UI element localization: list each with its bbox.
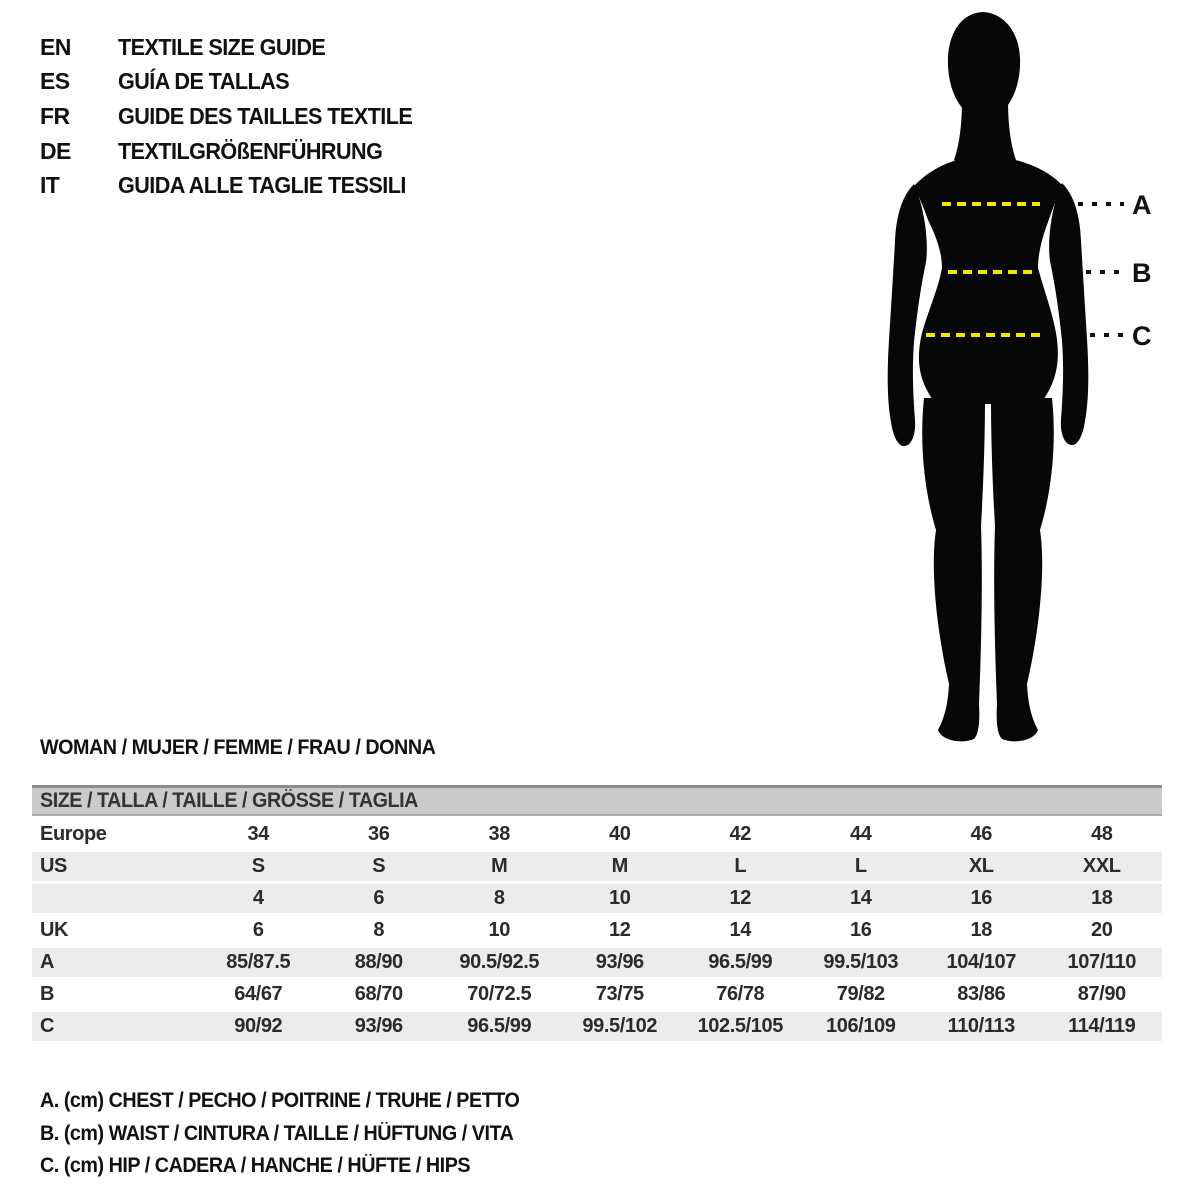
table-cell: 8	[493, 887, 505, 909]
table-cell: 14	[850, 887, 872, 909]
marker-a-label: A	[1132, 190, 1152, 220]
table-cell: XL	[968, 855, 994, 877]
table-cell: 110/113	[947, 1015, 1015, 1037]
legend-row-hip	[40, 1150, 550, 1183]
marker-c-label: C	[1132, 321, 1152, 351]
table-cell: 104/107	[946, 951, 1016, 973]
size-table	[32, 785, 1162, 1044]
guide-title-de: TEXTILGRÖßENFÜHRUNG	[118, 137, 383, 164]
guide-title-fr: GUIDE DES TAILLES TEXTILE	[118, 102, 413, 129]
table-cell: L	[734, 855, 747, 877]
language-row-en	[40, 30, 431, 65]
guide-title-en: TEXTILE SIZE GUIDE	[118, 33, 326, 60]
table-row	[32, 884, 1162, 913]
table-row	[32, 980, 1162, 1009]
table-cell: S	[372, 855, 386, 877]
table-cell: XXL	[1082, 855, 1121, 877]
table-cell: 93/96	[354, 1015, 403, 1037]
language-code: IT	[40, 172, 60, 199]
table-cell: 96.5/99	[467, 1015, 532, 1037]
table-row	[32, 1012, 1162, 1041]
table-cell: 16	[850, 919, 872, 941]
table-cell: 36	[368, 823, 390, 845]
table-cell: 18	[970, 919, 992, 941]
table-cell: 87/90	[1077, 983, 1126, 1005]
language-code: ES	[40, 68, 70, 95]
legend-row-waist	[40, 1118, 550, 1151]
woman-measurement-figure	[850, 0, 1200, 760]
table-row-label: B	[40, 983, 55, 1005]
language-code: FR	[40, 102, 70, 129]
table-cell: 4	[252, 887, 264, 909]
table-cell: 83/86	[957, 983, 1006, 1005]
table-row	[32, 916, 1162, 945]
table-cell: 46	[970, 823, 992, 845]
table-cell: 99.5/102	[582, 1015, 658, 1037]
language-row-fr	[40, 99, 431, 134]
right-leg-silhouette	[991, 398, 1054, 741]
table-cell: 10	[488, 919, 510, 941]
language-row-es	[40, 65, 431, 100]
table-cell: 88/90	[354, 951, 403, 973]
table-cell: 96.5/99	[708, 951, 773, 973]
table-row-label: US	[40, 855, 67, 877]
size-table-body	[32, 820, 1162, 1041]
table-cell: 90.5/92.5	[459, 951, 540, 973]
language-row-it	[40, 168, 431, 203]
table-cell: 38	[488, 823, 510, 845]
table-cell: 10	[609, 887, 631, 909]
table-cell: 16	[970, 887, 992, 909]
legend-chest-text: A. (cm) CHEST / PECHO / POITRINE / TRUHE / PETTO	[40, 1089, 520, 1113]
table-cell: L	[854, 855, 867, 877]
table-row	[32, 820, 1162, 849]
woman-silhouette	[888, 12, 1089, 741]
table-cell: M	[611, 855, 628, 877]
table-cell: 99.5/103	[823, 951, 899, 973]
table-cell: 73/75	[595, 983, 644, 1005]
table-row-label: UK	[40, 919, 69, 941]
language-title-list	[40, 30, 431, 203]
table-cell: 6	[373, 887, 385, 909]
guide-title-it: GUIDA ALLE TAGLIE TESSILI	[118, 172, 406, 199]
table-cell: 79/82	[836, 983, 885, 1005]
table-cell: 76/78	[716, 983, 765, 1005]
table-cell: S	[251, 855, 265, 877]
table-cell: 70/72.5	[467, 983, 532, 1005]
table-cell: 34	[247, 823, 269, 845]
measurement-legend	[40, 1085, 550, 1183]
table-row	[32, 852, 1162, 881]
language-row-de	[40, 134, 431, 169]
table-cell: 8	[373, 919, 385, 941]
table-cell: 68/70	[354, 983, 403, 1005]
table-cell: 18	[1091, 887, 1113, 909]
table-cell: 64/67	[234, 983, 283, 1005]
table-cell: 12	[609, 919, 631, 941]
table-row-label: Europe	[40, 823, 107, 845]
language-code: DE	[40, 137, 71, 164]
table-cell: 114/119	[1068, 1015, 1136, 1037]
torso-silhouette	[914, 156, 1062, 404]
table-cell: 93/96	[595, 951, 644, 973]
table-cell: 6	[252, 919, 264, 941]
table-cell: 44	[850, 823, 872, 845]
language-code: EN	[40, 33, 71, 60]
legend-waist-text: B. (cm) WAIST / CINTURA / TAILLE / HÜFTUNG / VITA	[40, 1121, 514, 1145]
table-cell: M	[491, 855, 508, 877]
table-cell: 40	[609, 823, 631, 845]
guide-title-es: GUÍA DE TALLAS	[118, 68, 290, 95]
table-cell: 12	[729, 887, 751, 909]
table-cell: 42	[729, 823, 751, 845]
table-cell: 14	[729, 919, 751, 941]
legend-row-chest	[40, 1085, 550, 1118]
table-cell: 90/92	[234, 1015, 283, 1037]
table-cell: 106/109	[826, 1015, 896, 1037]
table-row-label: C	[40, 1015, 55, 1037]
table-row-label: A	[40, 951, 55, 973]
size-table-header	[32, 785, 1162, 816]
table-cell: 107/110	[1067, 951, 1136, 973]
table-row	[32, 948, 1162, 977]
size-table-header-text: SIZE / TALLA / TAILLE / GRÖSSE / TAGLIA	[40, 789, 418, 812]
right-arm-silhouette	[1049, 183, 1088, 445]
marker-b-label: B	[1132, 258, 1152, 288]
table-cell: 20	[1091, 919, 1113, 941]
left-leg-silhouette	[922, 398, 985, 741]
section-title-text: WOMAN / MUJER / FEMME / FRAU / DONNA	[40, 736, 436, 759]
table-cell: 85/87.5	[226, 951, 291, 973]
section-title	[40, 736, 461, 760]
table-cell: 102.5/105	[697, 1015, 783, 1037]
table-cell: 48	[1091, 823, 1113, 845]
left-arm-silhouette	[888, 184, 927, 446]
legend-hip-text: C. (cm) HIP / CADERA / HANCHE / HÜFTE / HIPS	[40, 1154, 471, 1178]
